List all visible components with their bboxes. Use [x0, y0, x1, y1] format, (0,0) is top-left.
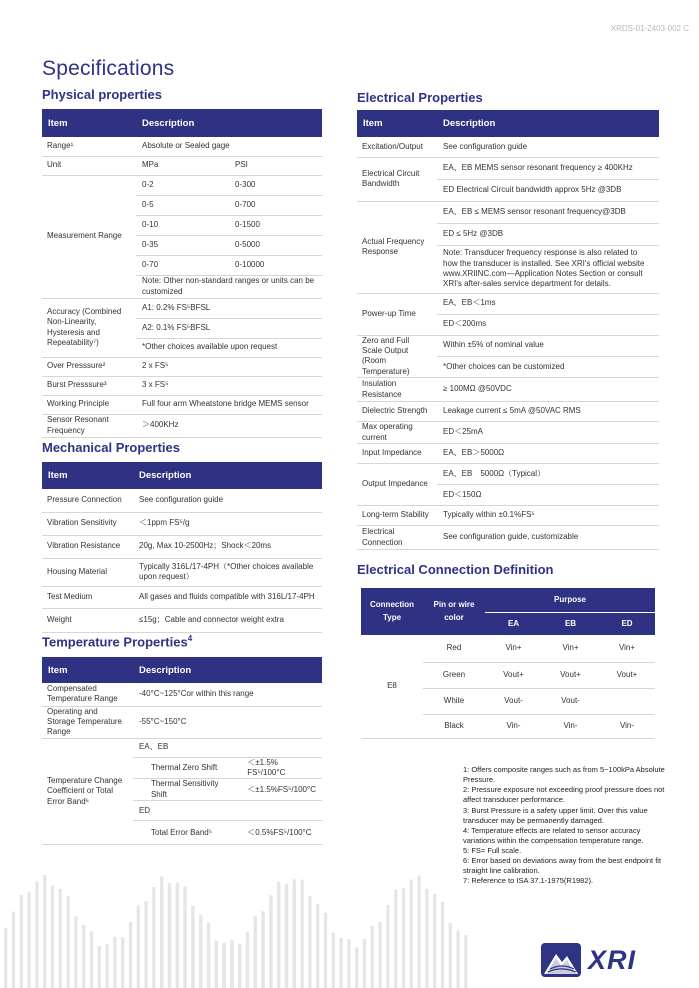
decorative-bar — [332, 933, 335, 988]
stability-value: Typically within ±0.1%FS⁵ — [437, 506, 659, 526]
table-row — [361, 635, 655, 662]
decorative-bar — [74, 916, 77, 988]
electrical-head-description: Description — [437, 110, 659, 137]
decorative-bar — [308, 896, 311, 988]
purpose-eb: Vout+ — [542, 662, 599, 688]
table-row — [42, 512, 322, 535]
thermal-sensitivity-shift-label: Thermal Sensitivity Shift — [145, 779, 241, 801]
wire-color: Black — [423, 714, 485, 738]
decorative-bar — [20, 895, 23, 988]
decorative-bar — [371, 926, 374, 988]
decorative-bar — [277, 882, 280, 988]
decorative-bar — [66, 896, 69, 988]
purpose-ea: Vout+ — [485, 662, 542, 688]
mechanical-value: Typically 316L/17-4PH（*Other choices available upon request） — [133, 558, 322, 586]
wire-color: Red — [423, 635, 485, 662]
dielectric-value: Leakage current ≤ 5mA @50VAC RMS — [437, 402, 659, 422]
table-row — [357, 464, 659, 485]
temperature-change-label: Temperature Change Coefficient or Total Error Band⁶ — [42, 738, 133, 845]
temperature-title-sup: 4 — [187, 634, 193, 643]
table-row — [42, 535, 322, 558]
total-error-band-value: ＜0.5%FS⁵/100°C — [241, 821, 322, 845]
frequency-response-2: ED ≤ 5Hz @3DB — [437, 223, 659, 245]
purpose-ed: Vin- — [599, 714, 655, 738]
mechanical-item: Weight — [42, 608, 133, 632]
decorative-bar — [417, 876, 420, 988]
compensated-range-value: -40°C~125°Cor within this range — [133, 683, 322, 706]
compensated-range-label: Compensated Temperature Range — [42, 683, 133, 706]
xri-mountain-icon — [540, 942, 582, 978]
decorative-bar — [35, 881, 38, 988]
footnote: 2: Pressure exposure not exceeding proof pressure does not affect transducer performance. — [463, 785, 665, 805]
purpose-ea: Vout- — [485, 688, 542, 714]
head-ea: EA — [485, 612, 542, 635]
electrical-connection-value: See configuration guide, customizable — [437, 526, 659, 550]
input-impedance-label: Input Impedance — [357, 444, 437, 464]
decorative-bar — [456, 931, 459, 988]
footnotes — [463, 765, 673, 887]
table-row — [42, 414, 322, 437]
excitation-value: See configuration guide — [437, 137, 659, 157]
decorative-bar — [207, 923, 210, 988]
decorative-bar — [254, 916, 257, 988]
temperature-head-description: Description — [133, 657, 322, 683]
decorative-bar — [168, 883, 171, 988]
temperature-properties-title — [42, 634, 192, 649]
decorative-bar — [152, 887, 155, 988]
decorative-bar — [105, 944, 108, 988]
decorative-bar — [90, 931, 93, 988]
purpose-eb: Vin+ — [542, 635, 599, 662]
table-row — [42, 175, 322, 195]
table-row — [357, 526, 659, 550]
decorative-bar — [293, 879, 296, 988]
measurement-psi: 0-1500 — [229, 215, 322, 235]
measurement-psi: 0-10000 — [229, 255, 322, 275]
input-impedance-value: EA、EB＞5000Ω — [437, 444, 659, 464]
table-row — [357, 378, 659, 402]
measurement-psi: 0-700 — [229, 195, 322, 215]
mechanical-item: Vibration Resistance — [42, 535, 133, 558]
bandwidth-value-1: EA、EB MEMS sensor resonant frequency ≥ 400KHz — [437, 157, 659, 179]
decorative-bar — [199, 915, 202, 988]
output-impedance-value-2: ED＜150Ω — [437, 485, 659, 506]
table-row — [42, 489, 322, 512]
decorative-bar — [230, 940, 233, 988]
operating-range-label: Operating and Storage Temperature Range — [42, 706, 133, 738]
table-row — [357, 335, 659, 356]
thermal-zero-shift-value: ＜±1.5% FS⁵/100°C — [241, 757, 322, 779]
frequency-response-1: EA、EB ≤ MEMS sensor resonant frequency@3DB — [437, 201, 659, 223]
mechanical-properties-title: Mechanical Properties — [42, 440, 180, 455]
footnote: 3: Burst Pressure is a safety upper limit. Over this value transducer may be permanently damaged. — [463, 805, 648, 825]
mechanical-item: Pressure Connection — [42, 489, 133, 512]
table-row — [42, 586, 322, 608]
temperature-properties-table — [42, 657, 322, 845]
decorative-bar — [12, 912, 15, 988]
operating-range-value: -55°C~150°C — [133, 706, 322, 738]
mechanical-item: Housing Material — [42, 558, 133, 586]
bandwidth-label: Electrical Circuit Bandwidth — [357, 157, 437, 201]
decorative-bar — [285, 884, 288, 988]
measurement-range-label: Measurement Range — [42, 175, 136, 298]
table-row — [42, 706, 322, 738]
purpose-eb: Vout- — [542, 688, 599, 714]
head-pin-color: Pin or wire color — [423, 588, 485, 635]
decorative-bar — [137, 905, 140, 988]
unit-psi: PSI — [229, 156, 322, 175]
burst-pressure-value: 3 x FS⁵ — [136, 376, 322, 395]
document-code: XRDS-01-2403-002 C — [610, 24, 689, 33]
mechanical-value: ≤15g；Cable and connector weight extra — [133, 608, 322, 632]
wire-color: Green — [423, 662, 485, 688]
decorative-bar — [363, 939, 366, 988]
decorative-bar — [433, 894, 436, 988]
table-row — [357, 157, 659, 179]
decorative-bar — [98, 946, 101, 988]
table-row — [42, 156, 322, 175]
mechanical-item: Vibration Sensitivity — [42, 512, 133, 535]
xri-logo — [540, 942, 636, 978]
decorative-bar — [324, 913, 327, 988]
decorative-bar — [176, 883, 179, 988]
table-row — [42, 357, 322, 376]
insulation-label: Insulation Resistance — [357, 378, 437, 402]
frequency-response-label: Actual Frequency Response — [357, 201, 437, 293]
decorative-bar — [425, 889, 428, 988]
decorative-bar — [316, 904, 319, 988]
mechanical-value: See configuration guide — [133, 489, 322, 512]
decorative-bar — [355, 947, 358, 988]
mechanical-value: ＜1ppm FS⁵/g — [133, 512, 322, 535]
table-row — [357, 293, 659, 314]
indent-cell — [133, 757, 145, 779]
electrical-properties-table — [357, 110, 659, 550]
decorative-bar — [246, 932, 249, 988]
decorative-bar — [191, 906, 194, 988]
decorative-bar — [449, 923, 452, 988]
insulation-value: ≥ 100MΩ @50VDC — [437, 378, 659, 402]
head-purpose: Purpose — [485, 588, 655, 612]
purpose-ea: Vin+ — [485, 635, 542, 662]
table-row — [42, 683, 322, 706]
decorative-bar — [238, 944, 241, 988]
zero-full-scale-value-2: *Other choices can be customized — [437, 356, 659, 377]
decorative-bar — [222, 943, 225, 988]
table-row — [42, 137, 322, 156]
decorative-bar — [269, 895, 272, 988]
frequency-response-note: Note: Transducer frequency response is also related to how the transducer is installed. See XRI's official website www.XRIINC.com—Application Notes Section or consult XRI's after-sales service department for details. — [437, 245, 659, 293]
connection-type-e8: E8 — [361, 635, 423, 738]
accuracy-a2: A2: 0.1% FS⁵BFSL — [136, 318, 322, 338]
powerup-value-1: EA、EB＜1ms — [437, 293, 659, 314]
decorative-bar — [378, 922, 381, 988]
head-eb: EB — [542, 612, 599, 635]
decorative-bar — [183, 887, 186, 988]
unit-mpa: MPa — [136, 156, 229, 175]
measurement-mpa: 0-5 — [136, 195, 229, 215]
powerup-value-2: ED＜200ms — [437, 314, 659, 335]
indent-cell — [133, 779, 145, 801]
decorative-bar — [339, 938, 342, 988]
purpose-ea: Vin- — [485, 714, 542, 738]
zero-full-scale-value-1: Within ±5% of nominal value — [437, 335, 659, 356]
footnote: 4: Temperature effects are related to sensor accuracy variations within the compensation temperature range. — [463, 825, 644, 845]
bandwidth-value-2: ED Electrical Circuit bandwidth approx 5Hz @3DB — [437, 179, 659, 201]
decorative-bar — [394, 889, 397, 988]
unit-label: Unit — [42, 156, 136, 175]
stability-label: Long-term Stability — [357, 506, 437, 526]
page-title: Specifications — [42, 57, 175, 80]
decorative-bars — [0, 820, 470, 988]
purpose-ed: Vout+ — [599, 662, 655, 688]
footnote: 6: Error based on deviations away from the best endpoint fit straight line calibration. — [463, 856, 662, 876]
purpose-ed: Vin+ — [599, 635, 655, 662]
measurement-mpa: 0-2 — [136, 175, 229, 195]
resonant-frequency-label: Sensor Resonant Frequency — [42, 414, 136, 437]
burst-pressure-label: Burst Presssure³ — [42, 376, 136, 395]
powerup-label: Power-up Time — [357, 293, 437, 335]
table-row — [357, 422, 659, 444]
head-connection-type: Connection Type — [361, 588, 423, 635]
accuracy-label: Accuracy (Combined Non-Linearity, Hysteresis and Repeatability⁷) — [42, 298, 136, 357]
decorative-bar — [82, 925, 85, 988]
working-principle-value: Full four arm Wheatstone bridge MEMS sensor — [136, 395, 322, 414]
output-impedance-label: Output Impedance — [357, 464, 437, 506]
mechanical-value: 20g, Max 10-2500Hz；Shock＜20ms — [133, 535, 322, 558]
decorative-bar — [410, 880, 413, 988]
physical-properties-table — [42, 109, 322, 438]
thermal-zero-shift-label: Thermal Zero Shift — [145, 757, 241, 779]
wire-color: White — [423, 688, 485, 714]
decorative-bar — [441, 902, 444, 988]
mechanical-head-item: Item — [42, 462, 133, 489]
decorative-bar — [51, 886, 54, 988]
electrical-properties-title: Electrical Properties — [357, 90, 483, 105]
decorative-bar — [402, 888, 405, 988]
decorative-bar — [144, 901, 147, 988]
electrical-head-item: Item — [357, 110, 437, 137]
table-row — [357, 201, 659, 223]
table-row — [42, 558, 322, 586]
max-current-label: Max operating current — [357, 422, 437, 444]
over-pressure-value: 2 x FS⁵ — [136, 357, 322, 376]
decorative-bar — [27, 892, 30, 988]
purpose-ed — [599, 688, 655, 714]
over-pressure-label: Over Presssure² — [42, 357, 136, 376]
table-row — [357, 506, 659, 526]
temperature-head-item: Item — [42, 657, 133, 683]
table-row — [42, 376, 322, 395]
working-principle-label: Working Principle — [42, 395, 136, 414]
mechanical-head-description: Description — [133, 462, 322, 489]
range-value: Absolute or Sealed gage — [136, 137, 322, 156]
connection-definition-title: Electrical Connection Definition — [357, 562, 554, 577]
dielectric-label: Dielectric Strength — [357, 402, 437, 422]
excitation-label: Excitation/Output — [357, 137, 437, 157]
connection-definition-table — [361, 588, 655, 739]
mechanical-item: Test Medium — [42, 586, 133, 608]
zero-full-scale-label: Zero and Full Scale Output (Room Temperature) — [357, 335, 437, 378]
accuracy-a1: A1: 0.2% FS⁵BFSL — [136, 298, 322, 318]
purpose-eb: Vin- — [542, 714, 599, 738]
table-row — [357, 444, 659, 464]
mechanical-value: All gases and fluids compatible with 316L/17-4PH — [133, 586, 322, 608]
measurement-psi: 0-300 — [229, 175, 322, 195]
accuracy-note: *Other choices available upon request — [136, 338, 322, 357]
decorative-bar — [160, 877, 163, 988]
decorative-bar — [347, 939, 350, 988]
range-label: Range¹ — [42, 137, 136, 156]
decorative-bar — [215, 941, 218, 988]
electrical-connection-label: Electrical Connection — [357, 526, 437, 550]
resonant-frequency-value: ＞400KHz — [136, 414, 322, 437]
temperature-title-text: Temperature Properties — [42, 634, 188, 650]
group-ea-eb: EA、EB — [133, 738, 322, 757]
decorative-bar — [129, 922, 132, 988]
measurement-mpa: 0-10 — [136, 215, 229, 235]
table-row — [357, 137, 659, 157]
decorative-bar — [59, 889, 62, 988]
table-row — [357, 402, 659, 422]
physical-properties-title: Physical properties — [42, 87, 162, 102]
group-ed: ED — [133, 801, 322, 821]
measurement-mpa: 0-35 — [136, 235, 229, 255]
measurement-mpa: 0-70 — [136, 255, 229, 275]
thermal-sensitivity-shift-value: ＜±1.5%FS⁵/100°C — [241, 779, 322, 801]
logo-text: XRI — [588, 944, 637, 975]
output-impedance-value-1: EA、EB 5000Ω（Typical） — [437, 464, 659, 485]
decorative-bar — [386, 905, 389, 988]
head-ed: ED — [599, 612, 655, 635]
footnote: 5: FS= Full scale. — [463, 846, 522, 855]
footnote: 1: Offers composite ranges such as from 5~100kPa Absolute Pressure. — [463, 765, 665, 785]
table-row — [42, 738, 322, 757]
decorative-bar — [464, 935, 467, 988]
table-row — [42, 298, 322, 318]
total-error-band-label: Total Error Band⁵ — [145, 821, 241, 845]
footnote: 7: Reference to ISA 37.1-1975(R1982). — [463, 876, 594, 886]
physical-head-item: Item — [42, 109, 136, 137]
decorative-bar — [121, 937, 124, 988]
max-current-value: ED＜25mA — [437, 422, 659, 444]
decorative-bar — [43, 875, 46, 988]
decorative-bar — [261, 911, 264, 988]
decorative-bar — [113, 937, 116, 988]
measurement-note: Note: Other non-standard ranges or units can be customized — [136, 275, 322, 298]
table-row — [42, 608, 322, 632]
decorative-bar — [4, 928, 7, 988]
decorative-bar — [300, 880, 303, 988]
table-row — [42, 395, 322, 414]
measurement-psi: 0-5000 — [229, 235, 322, 255]
physical-head-description: Description — [136, 109, 322, 137]
mechanical-properties-table — [42, 462, 322, 633]
